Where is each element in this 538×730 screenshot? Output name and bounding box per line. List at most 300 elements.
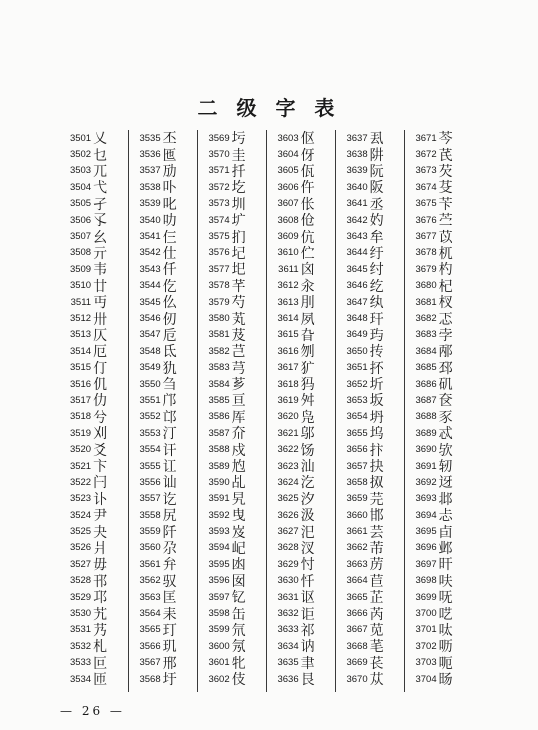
char-number: 3538 — [139, 181, 161, 193]
char-glyph: 刍 — [162, 377, 178, 394]
char-glyph: 圯 — [231, 262, 247, 279]
char-number: 3623 — [277, 460, 299, 472]
char-glyph: 尹 — [93, 508, 109, 525]
char-number: 3526 — [69, 542, 92, 554]
char-glyph: 邴 — [438, 344, 454, 361]
char-glyph: 玙 — [369, 327, 385, 344]
char-glyph: 阮 — [369, 163, 385, 180]
char-number: 3684 — [415, 345, 437, 357]
char-number: 3527 — [69, 558, 92, 570]
char-number: 3510 — [69, 280, 92, 292]
char-number: 3509 — [69, 263, 92, 275]
char-number: 3574 — [208, 214, 230, 226]
char-glyph: 牝 — [231, 655, 247, 672]
table-row — [131, 671, 197, 687]
char-number: 3563 — [139, 591, 161, 603]
char-number: 3581 — [208, 329, 230, 341]
char-number: 3631 — [277, 591, 299, 603]
char-glyph: 圹 — [231, 213, 247, 230]
char-glyph: 戍 — [231, 442, 247, 459]
char-glyph: 芊 — [231, 278, 247, 295]
char-number: 3616 — [277, 345, 299, 357]
char-glyph: 汜 — [300, 524, 316, 541]
char-glyph: 忖 — [300, 557, 316, 574]
char-number: 3665 — [346, 591, 368, 603]
char-number: 3624 — [277, 476, 299, 488]
char-glyph: 廿 — [93, 278, 109, 295]
char-glyph: 矶 — [438, 377, 454, 394]
char-glyph: 犷 — [300, 360, 316, 377]
char-number: 3701 — [415, 624, 437, 636]
char-glyph: 邢 — [162, 655, 178, 672]
char-number: 3677 — [415, 231, 437, 243]
char-glyph: 邛 — [93, 590, 109, 607]
char-number: 3602 — [208, 673, 230, 685]
char-number: 3639 — [346, 165, 368, 177]
char-glyph: 叵 — [93, 655, 109, 672]
char-number: 3534 — [69, 673, 92, 685]
char-glyph: 匡 — [162, 590, 178, 607]
char-glyph: 圳 — [231, 196, 247, 213]
char-number: 3645 — [346, 263, 368, 275]
char-number: 3540 — [139, 214, 161, 226]
char-glyph: 爻 — [93, 442, 109, 459]
char-number: 3547 — [139, 329, 161, 341]
char-glyph: 卮 — [162, 327, 178, 344]
char-number: 3502 — [69, 149, 92, 161]
char-number: 3621 — [277, 427, 299, 439]
char-number: 3605 — [277, 165, 299, 177]
char-glyph: 呋 — [438, 573, 454, 590]
char-glyph: 孑 — [93, 196, 109, 213]
char-number: 3564 — [139, 608, 161, 620]
char-glyph: 苁 — [369, 672, 385, 689]
char-number: 3562 — [139, 575, 161, 587]
char-glyph: 乂 — [93, 131, 109, 148]
char-glyph: 芸 — [369, 524, 385, 541]
char-glyph: 囡 — [231, 573, 247, 590]
char-number: 3601 — [208, 657, 230, 669]
char-number: 3679 — [415, 263, 437, 275]
char-number: 3633 — [277, 624, 299, 636]
char-glyph: 杈 — [438, 295, 454, 312]
char-glyph: 邺 — [438, 540, 454, 557]
char-number: 3536 — [139, 149, 161, 161]
table-row — [61, 671, 128, 687]
char-number: 3507 — [69, 231, 92, 243]
char-glyph: 聿 — [300, 655, 316, 672]
char-number: 3613 — [277, 296, 299, 308]
char-glyph: 仂 — [93, 393, 109, 410]
char-glyph: 轫 — [438, 459, 454, 476]
char-glyph: 钇 — [231, 590, 247, 607]
char-glyph: 圪 — [231, 180, 247, 197]
char-glyph: 圮 — [231, 245, 247, 262]
char-number: 3671 — [415, 132, 437, 144]
char-number: 3591 — [208, 493, 230, 505]
char-glyph: 迓 — [438, 475, 454, 492]
char-glyph: 氘 — [231, 622, 247, 639]
char-number: 3669 — [346, 657, 368, 669]
char-glyph: 刖 — [300, 295, 316, 312]
char-glyph: 艽 — [93, 606, 109, 623]
char-number: 3630 — [277, 575, 299, 587]
char-glyph: 乜 — [93, 147, 109, 164]
char-glyph: 阪 — [369, 180, 385, 197]
char-glyph: 丞 — [369, 196, 385, 213]
char-glyph: 幺 — [93, 229, 109, 246]
char-number: 3600 — [208, 640, 230, 652]
char-number: 3548 — [139, 345, 161, 357]
char-number: 3518 — [69, 411, 92, 423]
char-number: 3546 — [139, 312, 161, 324]
table-column — [266, 130, 335, 692]
char-number: 3533 — [69, 657, 92, 669]
char-glyph: 㧐 — [369, 475, 385, 492]
char-glyph: 苈 — [369, 557, 385, 574]
char-number: 3644 — [346, 247, 368, 259]
char-number: 3647 — [346, 296, 368, 308]
char-number: 3693 — [415, 493, 437, 505]
char-number: 3646 — [346, 280, 368, 292]
char-number: 3704 — [415, 673, 437, 685]
char-number: 3612 — [277, 280, 299, 292]
char-glyph: 苎 — [438, 213, 454, 230]
char-glyph: 尥 — [231, 459, 247, 476]
char-number: 3511 — [70, 296, 92, 308]
char-number: 3537 — [139, 165, 161, 177]
char-number: 3573 — [208, 198, 230, 210]
char-number: 3662 — [346, 542, 368, 554]
table-column — [197, 130, 266, 692]
char-glyph: 芪 — [438, 147, 454, 164]
char-number: 3586 — [208, 411, 230, 423]
char-number: 3589 — [208, 460, 230, 472]
char-glyph: 讣 — [93, 491, 109, 508]
char-number: 3560 — [139, 542, 161, 554]
char-number: 3673 — [415, 165, 437, 177]
char-glyph: 伉 — [300, 229, 316, 246]
char-number: 3636 — [277, 673, 299, 685]
char-glyph: 苡 — [438, 229, 454, 246]
char-glyph: 刎 — [300, 344, 316, 361]
char-glyph: 芑 — [231, 344, 247, 361]
char-number: 3611 — [278, 263, 299, 275]
char-glyph: 芮 — [369, 606, 385, 623]
char-number: 3522 — [69, 476, 92, 488]
char-number: 3650 — [346, 345, 368, 357]
char-glyph: 仉 — [93, 377, 109, 394]
char-number: 3688 — [415, 411, 437, 423]
char-glyph: 芎 — [231, 360, 247, 377]
char-number: 3501 — [69, 132, 92, 144]
char-number: 3667 — [346, 624, 368, 636]
char-number: 3556 — [139, 476, 161, 488]
char-glyph: 讧 — [162, 459, 178, 476]
char-glyph: 坞 — [369, 426, 385, 443]
char-number: 3596 — [208, 575, 230, 587]
char-number: 3513 — [69, 329, 92, 341]
char-glyph: 讷 — [300, 639, 316, 656]
char-glyph: 岌 — [231, 524, 247, 541]
char-number: 3531 — [69, 624, 92, 636]
char-glyph: 卅 — [93, 311, 109, 328]
char-number: 3698 — [415, 575, 437, 587]
char-glyph: 凫 — [300, 409, 316, 426]
char-number: 3552 — [139, 411, 161, 423]
char-number: 3566 — [139, 640, 161, 652]
char-glyph: 弁 — [162, 557, 178, 574]
char-glyph: 旮 — [300, 327, 316, 344]
char-number: 3648 — [346, 312, 368, 324]
char-glyph: 仵 — [300, 180, 316, 197]
char-glyph: 扪 — [231, 229, 247, 246]
char-glyph: 呖 — [438, 639, 454, 656]
char-glyph: 旯 — [231, 491, 247, 508]
char-number: 3583 — [208, 362, 230, 374]
char-number: 3697 — [415, 558, 437, 570]
char-number: 3694 — [415, 509, 437, 521]
char-glyph: 圩 — [162, 672, 178, 689]
char-glyph: 劢 — [162, 163, 178, 180]
char-glyph: 犰 — [162, 360, 178, 377]
char-glyph: 芍 — [231, 295, 247, 312]
char-number: 3512 — [69, 312, 92, 324]
char-number: 3692 — [415, 476, 437, 488]
char-glyph: 汊 — [300, 540, 316, 557]
char-number: 3519 — [69, 427, 92, 439]
char-glyph: 艮 — [300, 672, 316, 689]
char-glyph: 邳 — [438, 360, 454, 377]
char-number: 3626 — [277, 509, 299, 521]
char-number: 3615 — [277, 329, 299, 341]
char-number: 3678 — [415, 247, 437, 259]
char-glyph: 呔 — [438, 622, 454, 639]
char-number: 3575 — [208, 231, 230, 243]
char-glyph: 坂 — [369, 393, 385, 410]
char-number: 3653 — [346, 394, 368, 406]
char-glyph: 芨 — [231, 327, 247, 344]
char-number: 3595 — [208, 558, 230, 570]
char-number: 3571 — [208, 165, 230, 177]
char-glyph: 凼 — [231, 557, 247, 574]
char-number: 3695 — [415, 526, 437, 538]
char-glyph: 芟 — [438, 180, 454, 197]
char-number: 3608 — [277, 214, 299, 226]
char-number: 3565 — [139, 624, 161, 636]
char-number: 3676 — [415, 214, 437, 226]
char-number: 3683 — [415, 329, 437, 341]
char-number: 3664 — [346, 575, 368, 587]
char-glyph: 仫 — [162, 295, 178, 312]
char-number: 3584 — [208, 378, 230, 390]
char-glyph: 犸 — [300, 377, 316, 394]
char-number: 3699 — [415, 591, 437, 603]
char-number: 3523 — [69, 493, 92, 505]
char-glyph: 耒 — [162, 606, 178, 623]
char-glyph: 韦 — [93, 262, 109, 279]
char-glyph: 讦 — [162, 442, 178, 459]
char-number: 3568 — [139, 673, 161, 685]
char-glyph: 匝 — [93, 672, 109, 689]
char-number: 3535 — [139, 132, 161, 144]
char-glyph: 邙 — [162, 409, 178, 426]
char-glyph: 杓 — [438, 262, 454, 279]
char-glyph: 伥 — [300, 196, 316, 213]
table-row — [200, 671, 266, 687]
char-glyph: 厄 — [93, 344, 109, 361]
char-glyph: 丏 — [93, 295, 109, 312]
char-number: 3530 — [69, 608, 92, 620]
char-number: 3654 — [346, 411, 368, 423]
char-number: 3652 — [346, 378, 368, 390]
char-glyph: 夼 — [231, 426, 247, 443]
char-glyph: 祁 — [300, 622, 316, 639]
char-number: 3649 — [346, 329, 368, 341]
char-number: 3659 — [346, 493, 368, 505]
char-glyph: 氐 — [162, 344, 178, 361]
page-number: — 26 — — [60, 704, 125, 718]
char-glyph: 苄 — [438, 196, 454, 213]
char-number: 3588 — [208, 444, 230, 456]
char-glyph: 邯 — [369, 508, 385, 525]
char-glyph: 忒 — [438, 426, 454, 443]
char-number: 3551 — [139, 394, 161, 406]
char-number: 3553 — [139, 427, 161, 439]
char-number: 3544 — [139, 280, 161, 292]
char-number: 3528 — [69, 575, 92, 587]
char-glyph: 芼 — [369, 639, 385, 656]
char-glyph: 乩 — [231, 475, 247, 492]
char-glyph: 札 — [93, 639, 109, 656]
char-number: 3691 — [415, 460, 437, 472]
char-number: 3627 — [277, 526, 299, 538]
char-glyph: 兮 — [93, 409, 109, 426]
char-number: 3570 — [208, 149, 230, 161]
char-glyph: 纣 — [369, 262, 385, 279]
char-glyph: 芫 — [369, 491, 385, 508]
char-glyph: 尻 — [162, 508, 178, 525]
char-number: 3660 — [346, 509, 368, 521]
char-glyph: 爿 — [93, 540, 109, 557]
char-number: 3657 — [346, 460, 368, 472]
char-glyph: 抟 — [369, 344, 385, 361]
char-glyph: 艿 — [93, 622, 109, 639]
char-number: 3503 — [69, 165, 92, 177]
char-number: 3629 — [277, 558, 299, 570]
char-glyph: 苌 — [369, 655, 385, 672]
char-glyph: 玎 — [162, 622, 178, 639]
char-glyph: 忏 — [300, 573, 316, 590]
char-glyph: 仄 — [93, 327, 109, 344]
char-glyph: 闩 — [93, 475, 109, 492]
char-glyph: 伫 — [300, 245, 316, 262]
char-number: 3696 — [415, 542, 437, 554]
character-table — [59, 130, 474, 692]
char-number: 3643 — [346, 231, 368, 243]
char-number: 3618 — [277, 378, 299, 390]
char-glyph: 厍 — [231, 409, 247, 426]
char-glyph: 夬 — [93, 524, 109, 541]
char-number: 3590 — [208, 476, 230, 488]
char-number: 3514 — [69, 345, 92, 357]
char-number: 3598 — [208, 608, 230, 620]
char-glyph: 纡 — [369, 245, 385, 262]
char-number: 3607 — [277, 198, 299, 210]
char-number: 3703 — [415, 657, 437, 669]
char-number: 3674 — [415, 181, 437, 193]
char-glyph: 卣 — [438, 524, 454, 541]
char-glyph: 饧 — [300, 442, 316, 459]
char-number: 3690 — [415, 444, 437, 456]
char-number: 3558 — [139, 509, 161, 521]
char-glyph: 仞 — [162, 311, 178, 328]
char-number: 3585 — [208, 394, 230, 406]
char-number: 3672 — [415, 149, 437, 161]
char-number: 3603 — [277, 132, 299, 144]
char-number: 3670 — [346, 673, 368, 685]
char-glyph: 邝 — [162, 393, 178, 410]
char-glyph: 丕 — [162, 131, 178, 148]
char-glyph: 邬 — [300, 426, 316, 443]
char-glyph: 邗 — [93, 573, 109, 590]
char-number: 3635 — [277, 657, 299, 669]
char-number: 3682 — [415, 312, 437, 324]
char-number: 3686 — [415, 378, 437, 390]
char-number: 3597 — [208, 591, 230, 603]
char-glyph: 仕 — [162, 245, 178, 262]
char-number: 3604 — [277, 149, 299, 161]
char-glyph: 抃 — [369, 442, 385, 459]
char-number: 3599 — [208, 624, 230, 636]
char-glyph: 厾 — [369, 131, 385, 148]
char-number: 3559 — [139, 526, 161, 538]
char-number: 3557 — [139, 493, 161, 505]
char-glyph: 抔 — [369, 360, 385, 377]
char-glyph: 刈 — [93, 426, 109, 443]
char-glyph: 芄 — [231, 311, 247, 328]
char-number: 3515 — [69, 362, 92, 374]
char-glyph: 卟 — [162, 180, 178, 197]
table-column — [59, 130, 128, 692]
char-glyph: 旸 — [438, 672, 454, 689]
char-number: 3582 — [208, 345, 230, 357]
char-number: 3555 — [139, 460, 161, 472]
char-number: 3687 — [415, 394, 437, 406]
char-number: 3524 — [69, 509, 92, 521]
char-number: 3681 — [415, 296, 437, 308]
char-number: 3539 — [139, 198, 161, 210]
char-number: 3625 — [277, 493, 299, 505]
char-glyph: 讫 — [162, 491, 178, 508]
char-glyph: 阱 — [369, 147, 385, 164]
char-glyph: 驭 — [162, 573, 178, 590]
char-number: 3668 — [346, 640, 368, 652]
char-glyph: 汐 — [300, 491, 316, 508]
char-glyph: 亓 — [93, 245, 109, 262]
char-glyph: 仡 — [162, 278, 178, 295]
char-number: 3504 — [69, 181, 92, 193]
char-glyph: 弋 — [93, 180, 109, 197]
page-title: 二 级 字 表 — [197, 96, 341, 120]
char-number: 3606 — [277, 181, 299, 193]
char-glyph: 豕 — [438, 409, 454, 426]
char-number: 3516 — [69, 378, 92, 390]
char-number: 3554 — [139, 444, 161, 456]
char-glyph: 匜 — [162, 147, 178, 164]
char-number: 3666 — [346, 608, 368, 620]
table-row — [407, 671, 473, 687]
